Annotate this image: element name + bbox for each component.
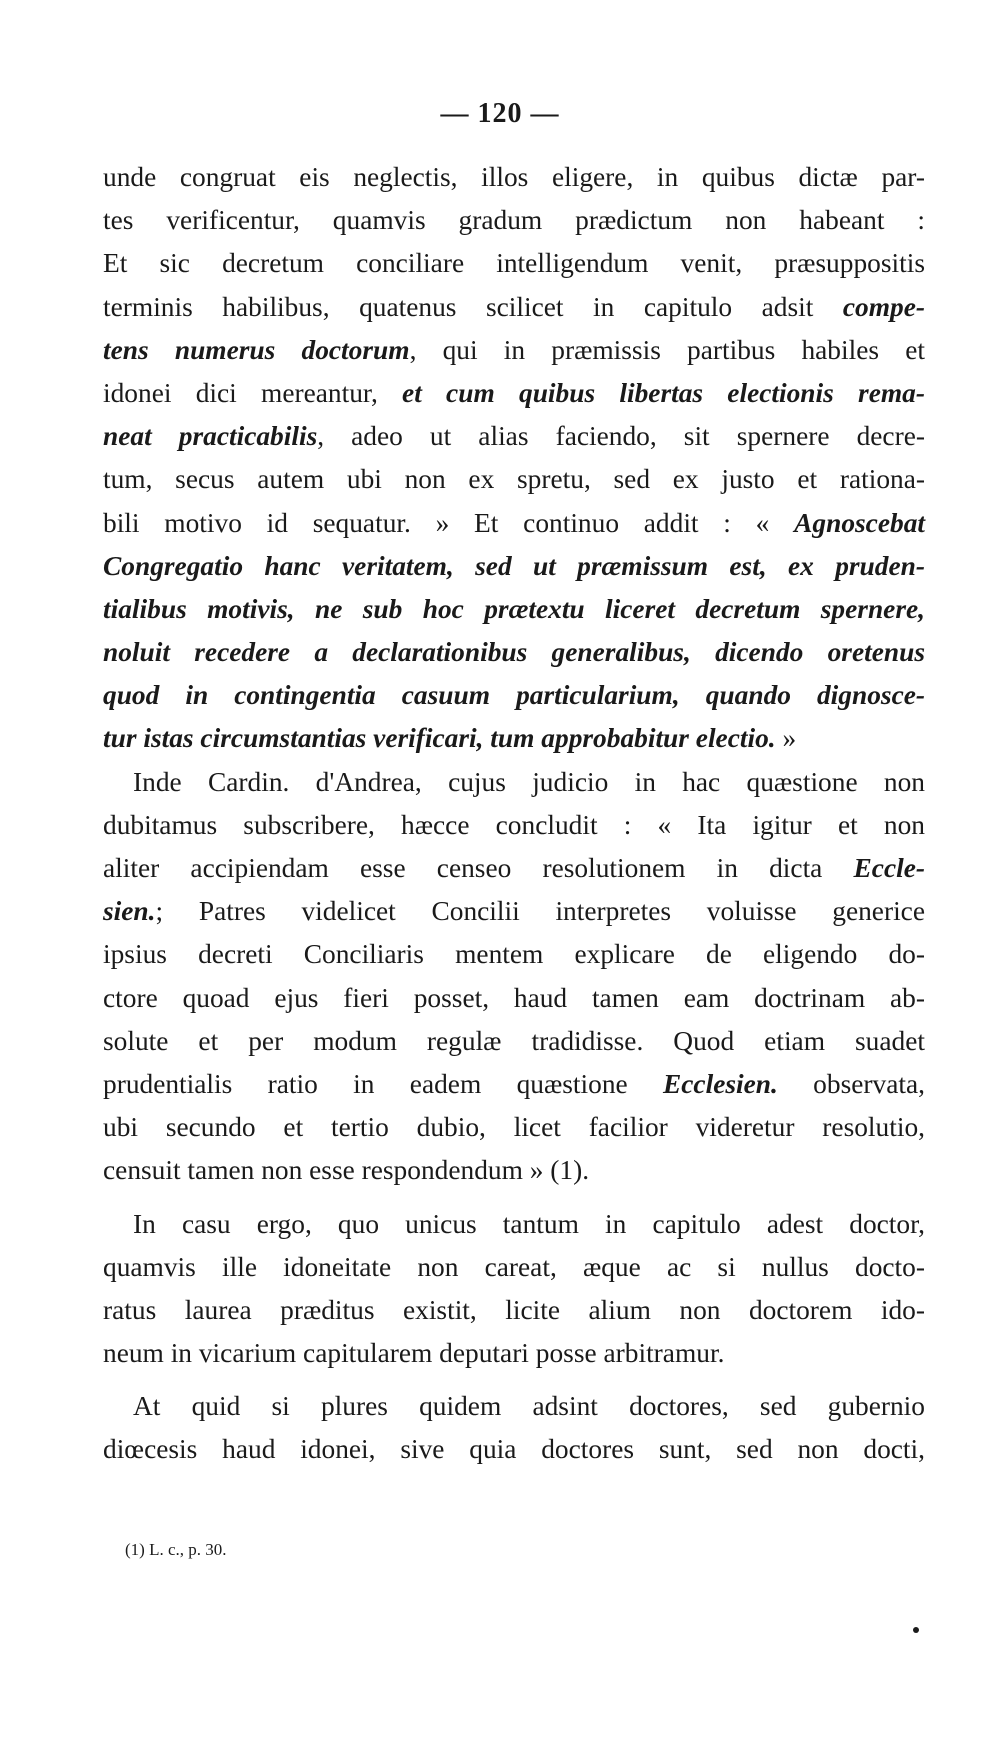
text-line (103, 674, 925, 717)
text-segment: bili motivo id sequatur. » Et continuo addit : « (103, 507, 795, 538)
ink-speck (913, 1627, 919, 1633)
text-segment: » (775, 723, 797, 754)
italic-text: sien. (103, 896, 156, 927)
footnote: (1) L. c., p. 30. (125, 1540, 227, 1559)
text-segment: ubi secundo et tertio dubio, licet facilior videretur resolutio, (103, 1112, 925, 1143)
text-line (103, 804, 925, 847)
text-line (103, 588, 925, 631)
italic-text: Eccle- (853, 853, 925, 883)
italic-text: Agnoscebat (794, 507, 925, 538)
text-segment: prudentialis ratio in eadem quæstione (103, 1068, 663, 1099)
text-line (103, 1063, 925, 1106)
paragraph-gap (103, 1375, 925, 1385)
italic-text: compe- (842, 291, 925, 322)
text-segment: solute et per modum regulæ tradidisse. Quod etiam suadet (103, 1025, 925, 1056)
italic-text: et cum quibus libertas electionis rema- (402, 377, 925, 408)
text-line (103, 1289, 925, 1332)
text-line (103, 502, 925, 545)
italic-text: tur istas circumstantias verificari, tum approbabitur electio. (103, 723, 776, 754)
text-segment: unde congruat eis neglectis, illos eligere, in quibus dictæ par- (103, 162, 925, 192)
page-number: — 120 — (440, 98, 560, 129)
text-line (103, 1020, 925, 1063)
italic-text: Congregatio hanc veritatem, sed ut præmissum est, ex pruden- (103, 550, 925, 581)
text-line (103, 1106, 925, 1149)
body-text (103, 156, 925, 1472)
text-segment: diœcesis haud idonei, sive quia doctores sunt, sed non docti, (103, 1434, 925, 1465)
text-segment: idonei dici mereantur, (103, 377, 403, 408)
italic-text: Ecclesien. (663, 1068, 778, 1099)
italic-text: tens numerus doctorum (103, 334, 410, 365)
text-line (103, 199, 925, 242)
text-line (103, 242, 925, 285)
text-segment: tum, secus autem ubi non ex spretu, sed ex justo et rationa- (103, 464, 925, 495)
text-segment: , qui in præmissis partibus habiles et (409, 334, 925, 365)
text-line (103, 156, 925, 199)
text-segment: quamvis ille idoneitate non careat, æque ac si nullus docto- (103, 1251, 925, 1282)
text-line (103, 372, 925, 415)
text-line (103, 329, 925, 372)
text-line (103, 631, 925, 674)
text-line (103, 1385, 925, 1428)
text-segment: Inde Cardin. d'Andrea, cujus judicio in hac quæstione non (133, 766, 925, 797)
text-line (103, 286, 925, 329)
italic-text: quod in contingentia casuum particularium, quando dignosce- (103, 680, 925, 711)
text-line (103, 1332, 925, 1375)
text-segment: aliter accipiendam esse censeo resolutionem in dicta (103, 853, 854, 883)
text-line (103, 1428, 925, 1471)
text-line (103, 890, 925, 933)
text-line (103, 415, 925, 458)
text-segment: ratus laurea præditus existit, licite alium non doctorem ido- (103, 1294, 925, 1325)
text-line (103, 458, 925, 501)
text-segment: neum in vicarium capitularem deputari posse arbitramur. (103, 1338, 725, 1369)
text-segment: ; Patres videlicet Concilii interpretes voluisse generice (155, 896, 925, 927)
text-line (103, 933, 925, 976)
italic-text: noluit recedere a declarationibus generalibus, dicendo oretenus (103, 637, 925, 668)
paragraph-gap (103, 1193, 925, 1203)
text-segment: ipsius decreti Conciliaris mentem explicare de eligendo do- (103, 939, 925, 970)
text-line (103, 1246, 925, 1289)
text-segment: , adeo ut alias faciendo, sit spernere decre- (317, 421, 925, 452)
text-segment: censuit tamen non esse respondendum » (1). (103, 1155, 590, 1186)
text-segment: dubitamus subscribere, hæcce concludit : « Ita igitur et non (103, 809, 925, 840)
text-segment: In casu ergo, quo unicus tantum in capitulo adest doctor, (133, 1208, 925, 1239)
text-line (103, 977, 925, 1020)
text-segment: ctore quoad ejus fieri posset, haud tamen eam doctrinam ab- (103, 982, 925, 1013)
text-segment: terminis habilibus, quatenus scilicet in capitulo adsit (103, 291, 843, 322)
text-line (103, 1203, 925, 1246)
text-segment: tes verificentur, quamvis gradum prædictum non habeant : (103, 205, 925, 236)
text-line (103, 545, 925, 588)
text-line (103, 761, 925, 804)
text-line (103, 717, 925, 760)
text-segment: Et sic decretum conciliare intelligendum venit, præsuppositis (103, 248, 925, 279)
text-line (103, 1149, 925, 1192)
italic-text: tialibus motivis, ne sub hoc prætextu liceret decretum spernere, (103, 593, 925, 624)
text-segment: observata, (777, 1068, 925, 1099)
text-line (103, 847, 925, 890)
italic-text: neat practicabilis (103, 421, 318, 452)
text-segment: At quid si plures quidem adsint doctores, sed gubernio (133, 1391, 925, 1422)
